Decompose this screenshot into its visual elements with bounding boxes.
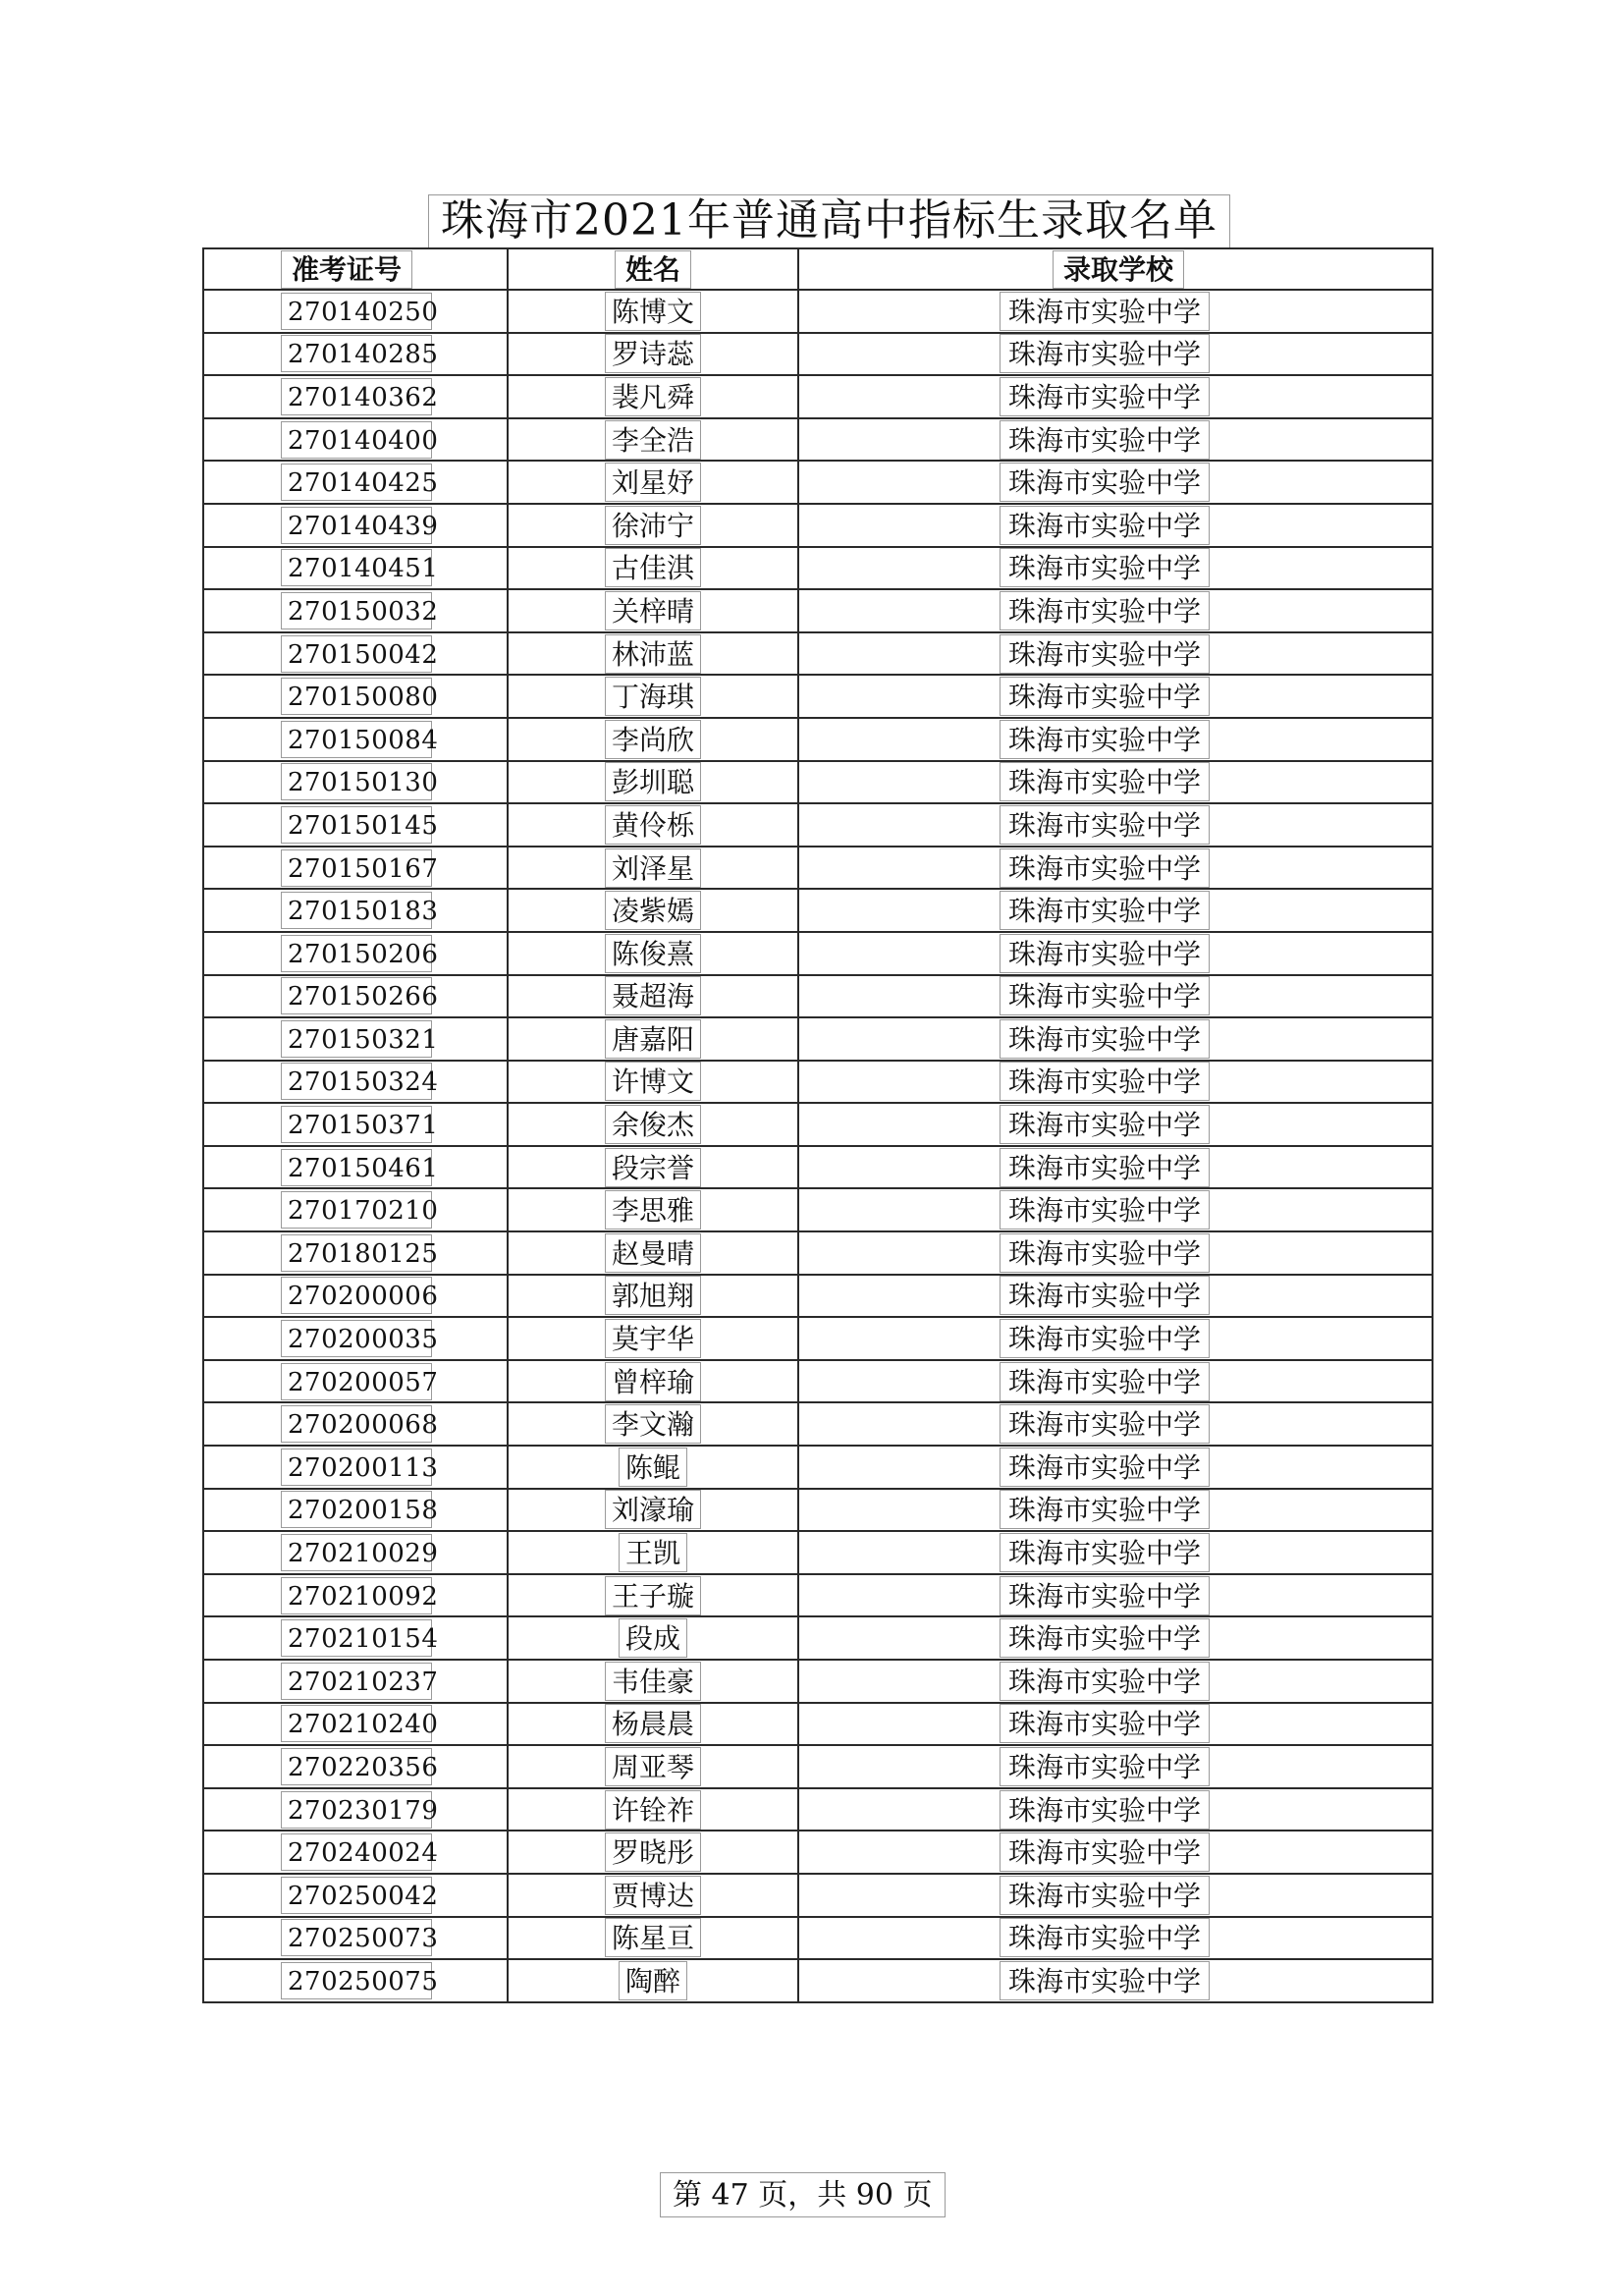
admitted-school: 珠海市实验中学: [1000, 1190, 1210, 1230]
page-title: 珠海市2021年普通高中指标生录取名单: [428, 194, 1230, 249]
admitted-school: 珠海市实验中学: [1000, 591, 1210, 630]
exam-id-cell: [203, 418, 508, 462]
exam-id: 270200006: [281, 1277, 432, 1314]
student-name: 刘濠瑜: [605, 1490, 701, 1529]
exam-id: 270150032: [281, 592, 432, 629]
student-name: 李尚欣: [605, 720, 701, 759]
admitted-school: 珠海市实验中学: [1000, 1276, 1210, 1315]
school-cell: [798, 1788, 1433, 1831]
school-cell: [798, 889, 1433, 932]
admitted-school: 珠海市实验中学: [1000, 1747, 1210, 1786]
student-name-cell: [508, 1917, 798, 1960]
student-name: 王凯: [619, 1533, 687, 1572]
school-cell: [798, 1959, 1433, 2002]
exam-id-cell: [203, 1103, 508, 1146]
admitted-school: 珠海市实验中学: [1000, 1362, 1210, 1401]
exam-id: 270140439: [281, 507, 432, 544]
student-name: 唐嘉阳: [605, 1019, 701, 1059]
admitted-school: 珠海市实验中学: [1000, 1961, 1210, 2000]
exam-id-cell: [203, 847, 508, 890]
exam-id: 270240024: [281, 1833, 432, 1871]
exam-id: 270170210: [281, 1191, 432, 1229]
school-cell: [798, 1574, 1433, 1617]
admitted-school: 珠海市实验中学: [1000, 334, 1210, 373]
table-row: [203, 1831, 1433, 1874]
admitted-school: 珠海市实验中学: [1000, 1790, 1210, 1830]
student-name: 余俊杰: [605, 1105, 701, 1144]
admitted-school: 珠海市实验中学: [1000, 1533, 1210, 1572]
column-header-label: 准考证号: [281, 250, 412, 289]
exam-id: 270150130: [281, 763, 432, 800]
exam-id-cell: [203, 1061, 508, 1104]
school-cell: [798, 290, 1433, 333]
student-name-cell: [508, 1489, 798, 1532]
table-row: [203, 1660, 1433, 1703]
exam-id: 270200068: [281, 1405, 432, 1443]
exam-id-cell: [203, 675, 508, 718]
exam-id: 270210154: [281, 1619, 432, 1657]
student-name-cell: [508, 675, 798, 718]
exam-id-cell: [203, 1317, 508, 1360]
student-name: 韦佳豪: [605, 1662, 701, 1701]
student-name-cell: [508, 803, 798, 847]
exam-id-cell: [203, 1360, 508, 1403]
admitted-school: 珠海市实验中学: [1000, 1662, 1210, 1701]
exam-id: 270150167: [281, 849, 432, 887]
student-name: 周亚琴: [605, 1747, 701, 1786]
school-cell: [798, 718, 1433, 761]
exam-id: 270140400: [281, 421, 432, 459]
exam-id-cell: [203, 1231, 508, 1275]
admitted-school: 珠海市实验中学: [1000, 377, 1210, 416]
exam-id-cell: [203, 1959, 508, 2002]
student-name-cell: [508, 1831, 798, 1874]
exam-id: 270200113: [281, 1449, 432, 1486]
student-name: 徐沛宁: [605, 506, 701, 545]
student-name-cell: [508, 1402, 798, 1446]
school-cell: [798, 975, 1433, 1018]
student-name: 陈鲲: [619, 1448, 687, 1487]
exam-id-cell: [203, 1616, 508, 1660]
table-row: [203, 1402, 1433, 1446]
school-cell: [798, 1188, 1433, 1231]
admitted-school: 珠海市实验中学: [1000, 1319, 1210, 1358]
table-row: [203, 461, 1433, 504]
table-row: [203, 375, 1433, 418]
student-name-cell: [508, 718, 798, 761]
table-row: [203, 1317, 1433, 1360]
exam-id: 270140425: [281, 464, 432, 501]
exam-id: 270150324: [281, 1063, 432, 1100]
table-row: [203, 1231, 1433, 1275]
exam-id: 270140250: [281, 293, 432, 330]
table-body: [203, 290, 1433, 2002]
exam-id: 270210240: [281, 1705, 432, 1742]
admitted-school: 珠海市实验中学: [1000, 1448, 1210, 1487]
student-name-cell: [508, 1188, 798, 1231]
student-name-cell: [508, 547, 798, 590]
table-row: [203, 290, 1433, 333]
admitted-school: 珠海市实验中学: [1000, 891, 1210, 930]
student-name-cell: [508, 1146, 798, 1189]
exam-id: 270250075: [281, 1962, 432, 1999]
admitted-school: 珠海市实验中学: [1000, 1019, 1210, 1059]
school-cell: [798, 1360, 1433, 1403]
exam-id-cell: [203, 889, 508, 932]
table-row: [203, 803, 1433, 847]
exam-id: 270150080: [281, 678, 432, 715]
school-cell: [798, 675, 1433, 718]
student-name-cell: [508, 1616, 798, 1660]
admitted-school: 珠海市实验中学: [1000, 1062, 1210, 1101]
admitted-school: 珠海市实验中学: [1000, 1404, 1210, 1444]
admitted-school: 珠海市实验中学: [1000, 1704, 1210, 1743]
admitted-school: 珠海市实验中学: [1000, 548, 1210, 587]
student-name: 陈博文: [605, 292, 701, 331]
table-row: [203, 932, 1433, 975]
page-number-footer: 第 47 页，共 90 页: [660, 2172, 946, 2217]
student-name: 贾博达: [605, 1876, 701, 1915]
table-row: [203, 1489, 1433, 1532]
table-row: [203, 1017, 1433, 1061]
student-name-cell: [508, 1788, 798, 1831]
school-cell: [798, 1275, 1433, 1318]
school-cell: [798, 1446, 1433, 1489]
admitted-school: 珠海市实验中学: [1000, 1832, 1210, 1872]
exam-id-cell: [203, 932, 508, 975]
student-name-cell: [508, 1061, 798, 1104]
school-cell: [798, 547, 1433, 590]
school-cell: [798, 589, 1433, 632]
student-name: 李文瀚: [605, 1404, 701, 1444]
exam-id-cell: [203, 1874, 508, 1917]
exam-id-cell: [203, 1489, 508, 1532]
exam-id-cell: [203, 1660, 508, 1703]
exam-id: 270150266: [281, 977, 432, 1014]
table-row: [203, 889, 1433, 932]
student-name-cell: [508, 1574, 798, 1617]
table-row: [203, 632, 1433, 676]
exam-id: 270180125: [281, 1234, 432, 1272]
school-cell: [798, 1660, 1433, 1703]
exam-id: 270150042: [281, 635, 432, 673]
student-name: 莫宇华: [605, 1319, 701, 1358]
exam-id: 270210092: [281, 1577, 432, 1614]
school-cell: [798, 847, 1433, 890]
exam-id-cell: [203, 589, 508, 632]
admitted-school: 珠海市实验中学: [1000, 762, 1210, 801]
student-name-cell: [508, 375, 798, 418]
student-name-cell: [508, 889, 798, 932]
admitted-school: 珠海市实验中学: [1000, 1490, 1210, 1529]
school-cell: [798, 1745, 1433, 1788]
student-name: 彭圳聪: [605, 762, 701, 801]
student-name: 陈俊熹: [605, 934, 701, 973]
exam-id: 270150183: [281, 892, 432, 929]
exam-id-cell: [203, 1446, 508, 1489]
admitted-school: 珠海市实验中学: [1000, 463, 1210, 502]
table-row: [203, 418, 1433, 462]
school-cell: [798, 1489, 1433, 1532]
student-name-cell: [508, 1231, 798, 1275]
student-name: 李思雅: [605, 1190, 701, 1230]
table-row: [203, 1188, 1433, 1231]
student-name: 黄伶栎: [605, 805, 701, 845]
admitted-school: 珠海市实验中学: [1000, 420, 1210, 460]
school-cell: [798, 1402, 1433, 1446]
student-name: 刘星妤: [605, 463, 701, 502]
table-row: [203, 1616, 1433, 1660]
exam-id-cell: [203, 461, 508, 504]
school-cell: [798, 932, 1433, 975]
exam-id: 270150145: [281, 806, 432, 844]
school-cell: [798, 1146, 1433, 1189]
admission-table: [202, 247, 1434, 2003]
exam-id-cell: [203, 1531, 508, 1574]
exam-id: 270140451: [281, 549, 432, 586]
school-cell: [798, 1061, 1433, 1104]
student-name-cell: [508, 1703, 798, 1746]
student-name-cell: [508, 589, 798, 632]
student-name: 刘泽星: [605, 848, 701, 888]
table-row: [203, 1959, 1433, 2002]
admitted-school: 珠海市实验中学: [1000, 506, 1210, 545]
table-row: [203, 1874, 1433, 1917]
school-cell: [798, 1616, 1433, 1660]
exam-id-cell: [203, 333, 508, 376]
table-row: [203, 1360, 1433, 1403]
exam-id: 270150371: [281, 1106, 432, 1143]
admitted-school: 珠海市实验中学: [1000, 1576, 1210, 1615]
exam-id: 270220356: [281, 1748, 432, 1785]
student-name-cell: [508, 1531, 798, 1574]
exam-id-cell: [203, 290, 508, 333]
exam-id: 270230179: [281, 1791, 432, 1829]
exam-id-cell: [203, 1917, 508, 1960]
exam-id-cell: [203, 1703, 508, 1746]
school-cell: [798, 1703, 1433, 1746]
school-cell: [798, 1317, 1433, 1360]
student-name: 裴凡舜: [605, 377, 701, 416]
exam-id-cell: [203, 632, 508, 676]
student-name: 林沛蓝: [605, 634, 701, 674]
school-cell: [798, 1531, 1433, 1574]
student-name: 罗晓彤: [605, 1832, 701, 1872]
student-name-cell: [508, 290, 798, 333]
exam-id-cell: [203, 1745, 508, 1788]
student-name-cell: [508, 1874, 798, 1917]
school-cell: [798, 761, 1433, 804]
student-name-cell: [508, 1446, 798, 1489]
student-name-cell: [508, 761, 798, 804]
exam-id-cell: [203, 1188, 508, 1231]
exam-id-cell: [203, 1831, 508, 1874]
table-header-row: [203, 248, 1433, 290]
student-name: 赵曼晴: [605, 1233, 701, 1273]
table-row: [203, 1745, 1433, 1788]
student-name: 杨晨晨: [605, 1704, 701, 1743]
student-name-cell: [508, 932, 798, 975]
table-row: [203, 761, 1433, 804]
school-cell: [798, 418, 1433, 462]
table-row: [203, 1788, 1433, 1831]
exam-id-cell: [203, 1788, 508, 1831]
exam-id-cell: [203, 547, 508, 590]
school-cell: [798, 504, 1433, 547]
table-row: [203, 1703, 1433, 1746]
school-cell: [798, 1231, 1433, 1275]
table-row: [203, 547, 1433, 590]
admitted-school: 珠海市实验中学: [1000, 1918, 1210, 1957]
table-row: [203, 1531, 1433, 1574]
exam-id-cell: [203, 1017, 508, 1061]
table-row: [203, 718, 1433, 761]
exam-id: 270210029: [281, 1534, 432, 1571]
table-row: [203, 1917, 1433, 1960]
student-name: 许铨祚: [605, 1790, 701, 1830]
student-name-cell: [508, 1745, 798, 1788]
exam-id-cell: [203, 504, 508, 547]
admitted-school: 珠海市实验中学: [1000, 934, 1210, 973]
exam-id-cell: [203, 1146, 508, 1189]
student-name: 许博文: [605, 1062, 701, 1101]
exam-id: 270200057: [281, 1363, 432, 1400]
exam-id: 270250042: [281, 1877, 432, 1914]
table-row: [203, 1446, 1433, 1489]
table-row: [203, 975, 1433, 1018]
student-name: 段成: [619, 1618, 687, 1658]
table-row: [203, 675, 1433, 718]
admitted-school: 珠海市实验中学: [1000, 976, 1210, 1015]
school-cell: [798, 333, 1433, 376]
student-name-cell: [508, 975, 798, 1018]
exam-id-cell: [203, 1275, 508, 1318]
admitted-school: 珠海市实验中学: [1000, 292, 1210, 331]
table-row: [203, 589, 1433, 632]
column-header-exam-id: [203, 248, 508, 290]
school-cell: [798, 803, 1433, 847]
exam-id: 270150461: [281, 1149, 432, 1186]
table-row: [203, 1061, 1433, 1104]
exam-id: 270140285: [281, 335, 432, 372]
student-name-cell: [508, 632, 798, 676]
school-cell: [798, 1017, 1433, 1061]
admitted-school: 珠海市实验中学: [1000, 848, 1210, 888]
column-header-school: [798, 248, 1433, 290]
student-name: 关梓晴: [605, 591, 701, 630]
student-name: 古佳淇: [605, 548, 701, 587]
student-name-cell: [508, 1360, 798, 1403]
student-name: 凌紫嫣: [605, 891, 701, 930]
school-cell: [798, 1874, 1433, 1917]
student-name-cell: [508, 1103, 798, 1146]
student-name: 陈星亘: [605, 1918, 701, 1957]
table-row: [203, 504, 1433, 547]
column-header-label: 录取学校: [1053, 250, 1184, 289]
admitted-school: 珠海市实验中学: [1000, 720, 1210, 759]
exam-id: 270140362: [281, 378, 432, 415]
exam-id-cell: [203, 803, 508, 847]
student-name-cell: [508, 1275, 798, 1318]
table-row: [203, 1574, 1433, 1617]
student-name-cell: [508, 847, 798, 890]
admitted-school: 珠海市实验中学: [1000, 677, 1210, 716]
student-name: 王子璇: [605, 1576, 701, 1615]
school-cell: [798, 1831, 1433, 1874]
student-name-cell: [508, 333, 798, 376]
exam-id: 270200035: [281, 1320, 432, 1357]
admitted-school: 珠海市实验中学: [1000, 1105, 1210, 1144]
exam-id-cell: [203, 975, 508, 1018]
admitted-school: 珠海市实验中学: [1000, 1148, 1210, 1187]
table-row: [203, 1103, 1433, 1146]
table-row: [203, 1146, 1433, 1189]
table-row: [203, 1275, 1433, 1318]
student-name-cell: [508, 461, 798, 504]
student-name-cell: [508, 1959, 798, 2002]
column-header-name: [508, 248, 798, 290]
school-cell: [798, 1103, 1433, 1146]
exam-id: 270150206: [281, 935, 432, 972]
admitted-school: 珠海市实验中学: [1000, 1233, 1210, 1273]
student-name: 陶醉: [619, 1961, 687, 2000]
exam-id: 270150321: [281, 1020, 432, 1058]
student-name: 曾梓瑜: [605, 1362, 701, 1401]
exam-id-cell: [203, 718, 508, 761]
exam-id-cell: [203, 761, 508, 804]
exam-id: 270250073: [281, 1919, 432, 1956]
school-cell: [798, 632, 1433, 676]
admitted-school: 珠海市实验中学: [1000, 1876, 1210, 1915]
student-name: 聂超海: [605, 976, 701, 1015]
exam-id: 270200158: [281, 1491, 432, 1528]
exam-id-cell: [203, 375, 508, 418]
admitted-school: 珠海市实验中学: [1000, 634, 1210, 674]
student-name-cell: [508, 418, 798, 462]
table-row: [203, 847, 1433, 890]
student-name-cell: [508, 1017, 798, 1061]
column-header-label: 姓名: [615, 250, 691, 289]
student-name: 郭旭翔: [605, 1276, 701, 1315]
exam-id-cell: [203, 1574, 508, 1617]
admitted-school: 珠海市实验中学: [1000, 805, 1210, 845]
student-name: 段宗誉: [605, 1148, 701, 1187]
exam-id: 270150084: [281, 721, 432, 758]
school-cell: [798, 375, 1433, 418]
table-row: [203, 333, 1433, 376]
admitted-school: 珠海市实验中学: [1000, 1618, 1210, 1658]
student-name: 罗诗蕊: [605, 334, 701, 373]
student-name: 丁海琪: [605, 677, 701, 716]
school-cell: [798, 461, 1433, 504]
student-name: 李全浩: [605, 420, 701, 460]
exam-id-cell: [203, 1402, 508, 1446]
student-name-cell: [508, 1660, 798, 1703]
school-cell: [798, 1917, 1433, 1960]
student-name-cell: [508, 1317, 798, 1360]
exam-id: 270210237: [281, 1663, 432, 1700]
student-name-cell: [508, 504, 798, 547]
